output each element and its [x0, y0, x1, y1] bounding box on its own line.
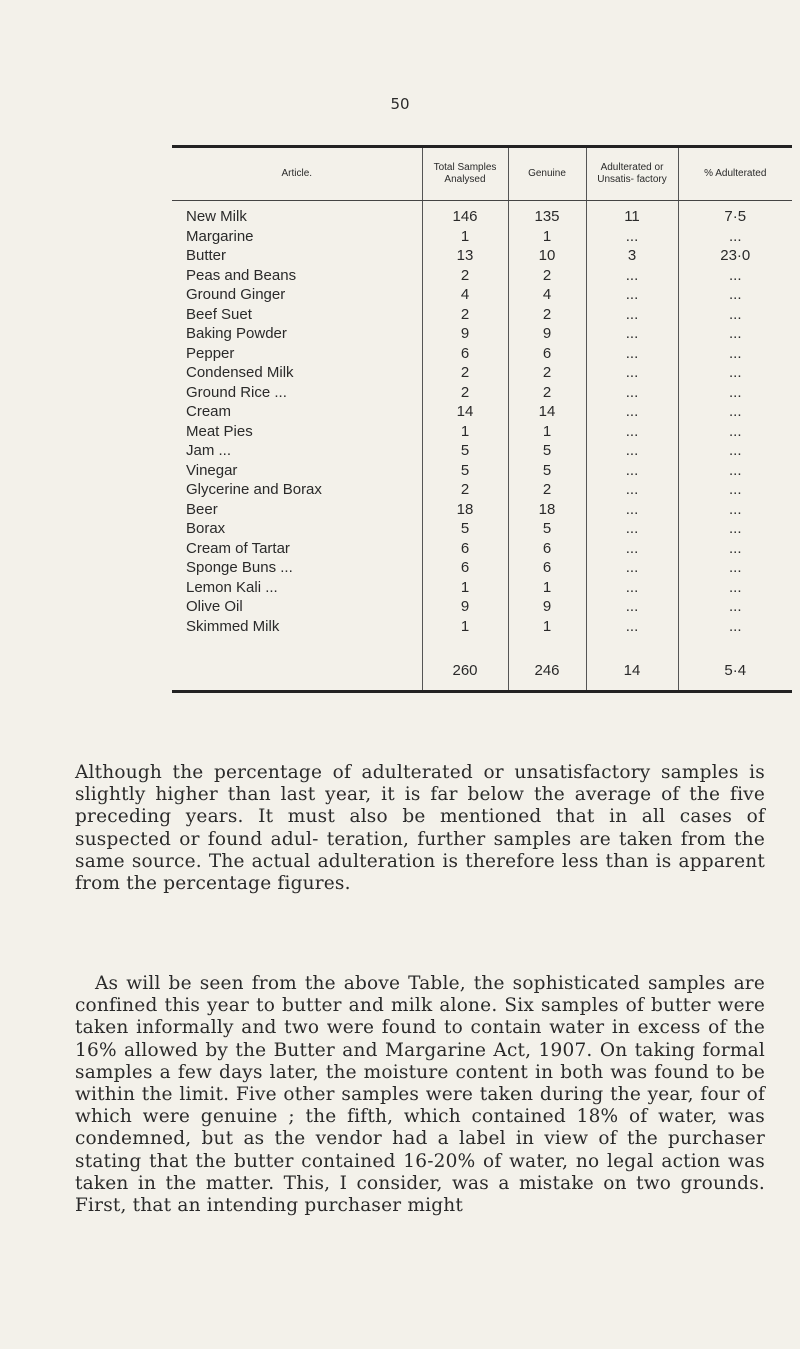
percent-cell: ...	[678, 305, 792, 325]
total-cell: 9	[422, 597, 508, 617]
genuine-cell: 18	[508, 500, 586, 520]
genuine-cell: 9	[508, 324, 586, 344]
total-cell: 1	[422, 422, 508, 442]
genuine-cell: 9	[508, 597, 586, 617]
adulterated-cell: ...	[586, 519, 678, 539]
adulterated-cell: 14	[586, 642, 678, 692]
article-cell: Lemon Kali ...	[186, 578, 278, 596]
genuine-cell: 5	[508, 519, 586, 539]
adulterated-cell: ...	[586, 227, 678, 247]
total-cell: 9	[422, 324, 508, 344]
total-cell: 4	[422, 285, 508, 305]
adulterated-cell: ...	[586, 266, 678, 286]
article-cell: Cream of Tartar	[186, 539, 290, 557]
table-row	[172, 617, 792, 637]
genuine-cell: 10	[508, 246, 586, 266]
genuine-cell: 6	[508, 539, 586, 559]
percent-cell: ...	[678, 519, 792, 539]
table-totals-row	[172, 642, 792, 692]
total-cell: 1	[422, 617, 508, 637]
genuine-cell: 2	[508, 480, 586, 500]
adulterated-cell: ...	[586, 539, 678, 559]
article-cell: Borax	[186, 520, 226, 538]
genuine-cell: 6	[508, 558, 586, 578]
article-cell: Butter	[186, 247, 227, 265]
percent-cell: ...	[678, 500, 792, 520]
table-row	[172, 519, 792, 539]
article-cell: Sponge Buns ...	[186, 559, 293, 577]
adulterated-cell: ...	[586, 305, 678, 325]
total-cell: 6	[422, 539, 508, 559]
genuine-cell: 5	[508, 441, 586, 461]
article-cell	[172, 642, 422, 692]
table-row	[172, 285, 792, 305]
header-total-samples: Total Samples Analysed	[422, 147, 508, 201]
paragraph-2: As will be seen from the above Table, the sophisticated samples are confined this year to butter and milk alone. Six samples of butter were taken informally and two were found to contain water in excess of the 16% allowed by the Butter and Margarine Act, 1907. On taking formal samples a few days later, the moisture content in both was found to be within the limit. Five other samples were taken during the year, four of which were genuine ; the fifth, which contained 18% of water, was condemned, but as the vendor had a label in view of the purchaser stating that the butter contained 16-20% of water, no legal action was taken in the matter. This, I consider, was a mistake on two grounds. First, that an intending purchaser might	[75, 973, 765, 1217]
percent-cell: ...	[678, 617, 792, 637]
percent-cell: 23·0	[678, 246, 792, 266]
adulterated-cell: ...	[586, 597, 678, 617]
adulterated-cell: ...	[586, 558, 678, 578]
total-cell: 260	[422, 642, 508, 692]
genuine-cell: 1	[508, 617, 586, 637]
adulterated-cell: ...	[586, 402, 678, 422]
percent-cell: ...	[678, 461, 792, 481]
article-cell: Glycerine and Borax	[186, 481, 322, 499]
table-row	[172, 246, 792, 266]
percent-cell: 7·5	[678, 201, 792, 227]
percent-cell: 5·4	[678, 642, 792, 692]
article-cell: Skimmed Milk	[186, 617, 280, 635]
table-row	[172, 227, 792, 247]
header-adulterated: Adulterated or Unsatis- factory	[586, 147, 678, 201]
article-cell: Beer	[186, 500, 218, 518]
article-cell: Cream	[186, 403, 232, 421]
genuine-cell: 246	[508, 642, 586, 692]
genuine-cell: 1	[508, 422, 586, 442]
table-row	[172, 480, 792, 500]
percent-cell: ...	[678, 558, 792, 578]
total-cell: 14	[422, 402, 508, 422]
samples-table	[172, 145, 792, 693]
percent-cell: ...	[678, 324, 792, 344]
table-row	[172, 363, 792, 383]
table-row	[172, 344, 792, 364]
header-percent-adulterated: % Adulterated	[678, 147, 792, 201]
genuine-cell: 2	[508, 383, 586, 403]
table-row	[172, 383, 792, 403]
total-cell: 2	[422, 363, 508, 383]
adulterated-cell: ...	[586, 285, 678, 305]
percent-cell: ...	[678, 363, 792, 383]
table-row	[172, 578, 792, 598]
adulterated-cell: ...	[586, 441, 678, 461]
adulterated-cell: 3	[586, 246, 678, 266]
table-row	[172, 422, 792, 442]
header-genuine: Genuine	[508, 147, 586, 201]
article-cell: Olive Oil	[186, 598, 243, 616]
genuine-cell: 2	[508, 266, 586, 286]
adulterated-cell: ...	[586, 324, 678, 344]
table-row	[172, 500, 792, 520]
table-row	[172, 266, 792, 286]
total-cell: 2	[422, 383, 508, 403]
adulterated-cell: ...	[586, 363, 678, 383]
percent-cell: ...	[678, 383, 792, 403]
adulterated-cell: ...	[586, 578, 678, 598]
percent-cell: ...	[678, 597, 792, 617]
article-cell: Margarine	[186, 227, 254, 245]
article-cell: Meat Pies	[186, 422, 253, 440]
table-row	[172, 402, 792, 422]
adulterated-cell: ...	[586, 422, 678, 442]
percent-cell: ...	[678, 441, 792, 461]
total-cell: 2	[422, 480, 508, 500]
genuine-cell: 2	[508, 363, 586, 383]
table-row	[172, 558, 792, 578]
adulterated-cell: ...	[586, 480, 678, 500]
percent-cell: ...	[678, 402, 792, 422]
total-cell: 6	[422, 344, 508, 364]
table-header-row	[172, 147, 792, 201]
table-row	[172, 539, 792, 559]
adulterated-cell: ...	[586, 461, 678, 481]
article-cell: New Milk	[186, 208, 247, 226]
table-row	[172, 305, 792, 325]
genuine-cell: 5	[508, 461, 586, 481]
article-cell: Baking Powder	[186, 325, 287, 343]
genuine-cell: 135	[508, 201, 586, 227]
total-cell: 1	[422, 578, 508, 598]
article-cell: Jam ...	[186, 442, 232, 460]
total-cell: 5	[422, 519, 508, 539]
total-cell: 1	[422, 227, 508, 247]
adulterated-cell: ...	[586, 344, 678, 364]
article-cell: Condensed Milk	[186, 364, 294, 382]
percent-cell: ...	[678, 422, 792, 442]
table-row	[172, 597, 792, 617]
page-number: 50	[390, 95, 410, 113]
table-row	[172, 461, 792, 481]
total-cell: 6	[422, 558, 508, 578]
total-cell: 5	[422, 461, 508, 481]
percent-cell: ...	[678, 578, 792, 598]
table-row	[172, 441, 792, 461]
adulterated-cell: ...	[586, 500, 678, 520]
genuine-cell: 14	[508, 402, 586, 422]
adulterated-cell: 11	[586, 201, 678, 227]
article-cell: Pepper	[186, 344, 235, 362]
article-cell: Vinegar	[186, 461, 238, 479]
genuine-cell: 6	[508, 344, 586, 364]
percent-cell: ...	[678, 227, 792, 247]
genuine-cell: 1	[508, 578, 586, 598]
article-cell: Ground Rice ...	[186, 383, 287, 401]
genuine-cell: 4	[508, 285, 586, 305]
table-row	[172, 324, 792, 344]
total-cell: 146	[422, 201, 508, 227]
total-cell: 5	[422, 441, 508, 461]
percent-cell: ...	[678, 539, 792, 559]
article-cell: Ground Ginger	[186, 286, 286, 304]
percent-cell: ...	[678, 285, 792, 305]
genuine-cell: 2	[508, 305, 586, 325]
total-cell: 13	[422, 246, 508, 266]
article-cell: Beef Suet	[186, 305, 252, 323]
total-cell: 2	[422, 266, 508, 286]
total-cell: 18	[422, 500, 508, 520]
header-article: Article.	[172, 147, 422, 201]
total-cell: 2	[422, 305, 508, 325]
adulterated-cell: ...	[586, 617, 678, 637]
table-row	[172, 201, 792, 227]
article-cell: Peas and Beans	[186, 266, 297, 284]
adulterated-cell: ...	[586, 383, 678, 403]
percent-cell: ...	[678, 266, 792, 286]
paragraph-1: Although the percentage of adulterated or unsatisfactory samples is slightly higher than last year, it is far below the average of the five preceding years. It must also be mentioned that in all cases of suspected or found adul- teration, further samples are taken from the same source. The actual adulteration is therefore less than is apparent from the percentage figures.	[75, 762, 765, 895]
genuine-cell: 1	[508, 227, 586, 247]
percent-cell: ...	[678, 480, 792, 500]
percent-cell: ...	[678, 344, 792, 364]
